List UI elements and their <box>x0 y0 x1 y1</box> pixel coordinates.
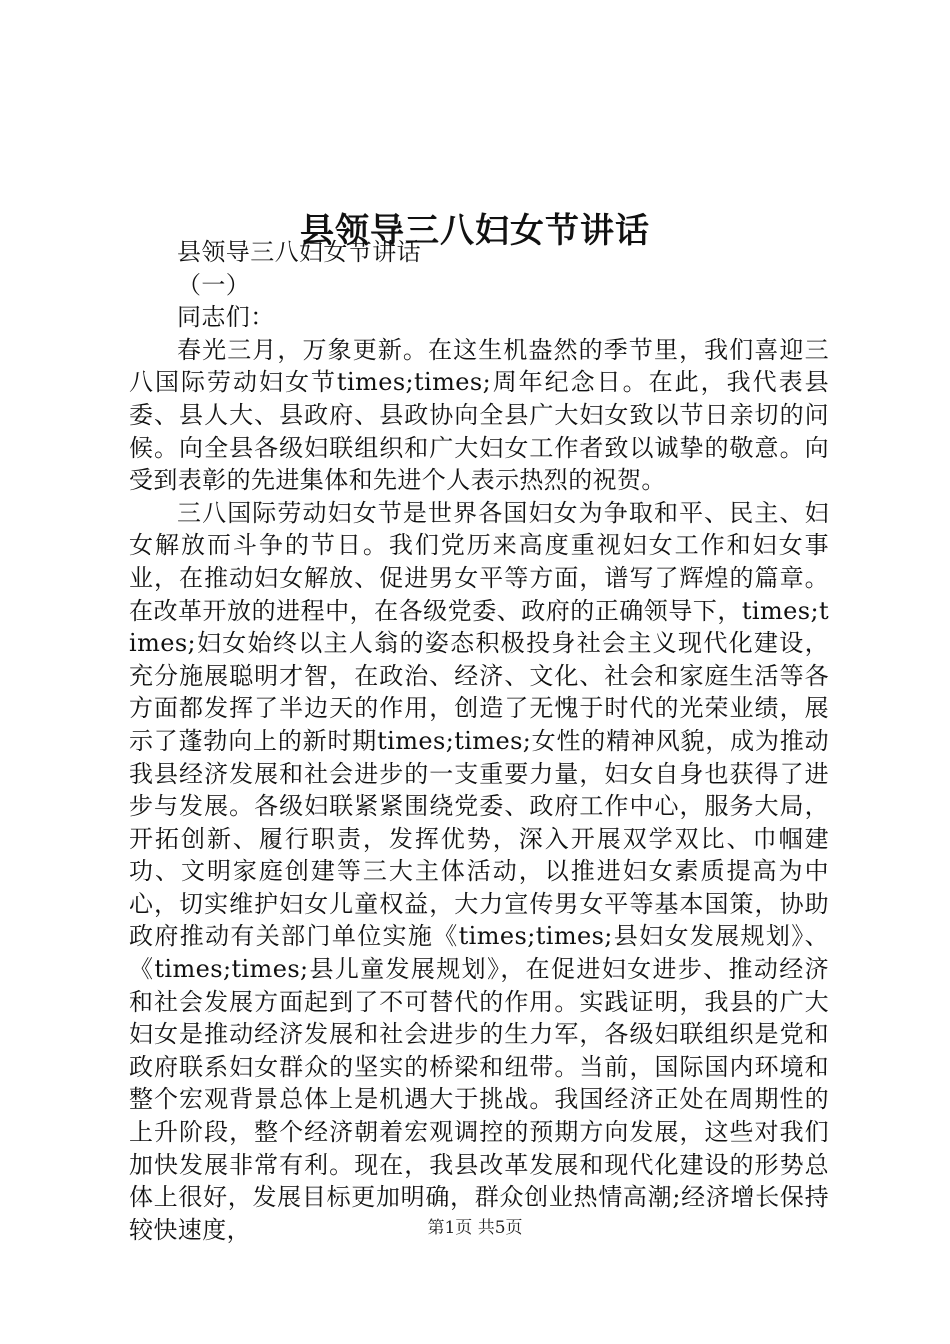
document-subtitle: 县领导三八妇女节讲话 <box>177 238 421 266</box>
page-indicator: 第1页 共5页 <box>427 1218 523 1238</box>
section-number: （一） <box>177 270 251 299</box>
paragraph-2: 三八国际劳动妇女节是世界各国妇女为争取和平、民主、妇女解放而斗争的节日。我们党历来高度重视妇女工作和妇女事业，在推动妇女解放、促进男女平等方面，谱写了辉煌的篇章。在改革开放的进程中，在各级党委、政府的正确领导下，times;times;妇女始终以主人翁的姿态积极投身社会主义现代化建设，充分施展聪明才智，在政治、经济、文化、社会和家庭生活等各方面都发挥了半边天的作用，创造了无愧于时代的光荣业绩，展示了蓬勃向上的新时期times;times;女性的精神风貌，成为推动我县经济发展和社会进步的一支重要力量，妇女自身也获得了进步与发展。各级妇联紧紧围绕党委、政府工作中心，服务大局，开拓创新、履行职责，发挥优势，深入开展双学双比、巾帼建功、文明家庭创建等三大主体活动，以推进妇女素质提高为中心，切实维护妇女儿童权益，大力宣传男女平等基本国策，协助政府推动有关部门单位实施《times;times;县妇女发展规划》、《times;times;县儿童发展规划》，在促进妇女进步、推动经济和社会发展方面起到了不可替代的作用。实践证明，我县的广大妇女是推动经济发展和社会进步的生力军，各级妇联组织是党和政府联系妇女群众的坚实的桥梁和纽带。当前，国际国内环境和整个宏观背景总体上是机遇大于挑战。我国经济正处在周期性的上升阶段，整个经济朝着宏观调控的预期方向发展，这些对我们加快发展非常有利。现在，我县改革发展和现代化建设的形势总体上很好，发展目标更加明确，群众创业热情高潮;经济增长保持较快速度， <box>129 498 829 1244</box>
document-body <box>129 236 829 1246</box>
salutation: 同志们： <box>177 303 275 332</box>
paragraph-1: 春光三月，万象更新。在这生机盎然的季节里，我们喜迎三八国际劳动妇女节times;times;周年纪念日。在此，我代表县委、县人大、县政府、县政协向全县广大妇女致以节日亲切的问候。向全县各级妇联组织和广大妇女工作者致以诚挚的敬意。向受到表彰的先进集体和先进个人表示热烈的祝贺。 <box>129 335 829 495</box>
page-title: 县领导三八妇女节讲话 <box>300 210 650 251</box>
